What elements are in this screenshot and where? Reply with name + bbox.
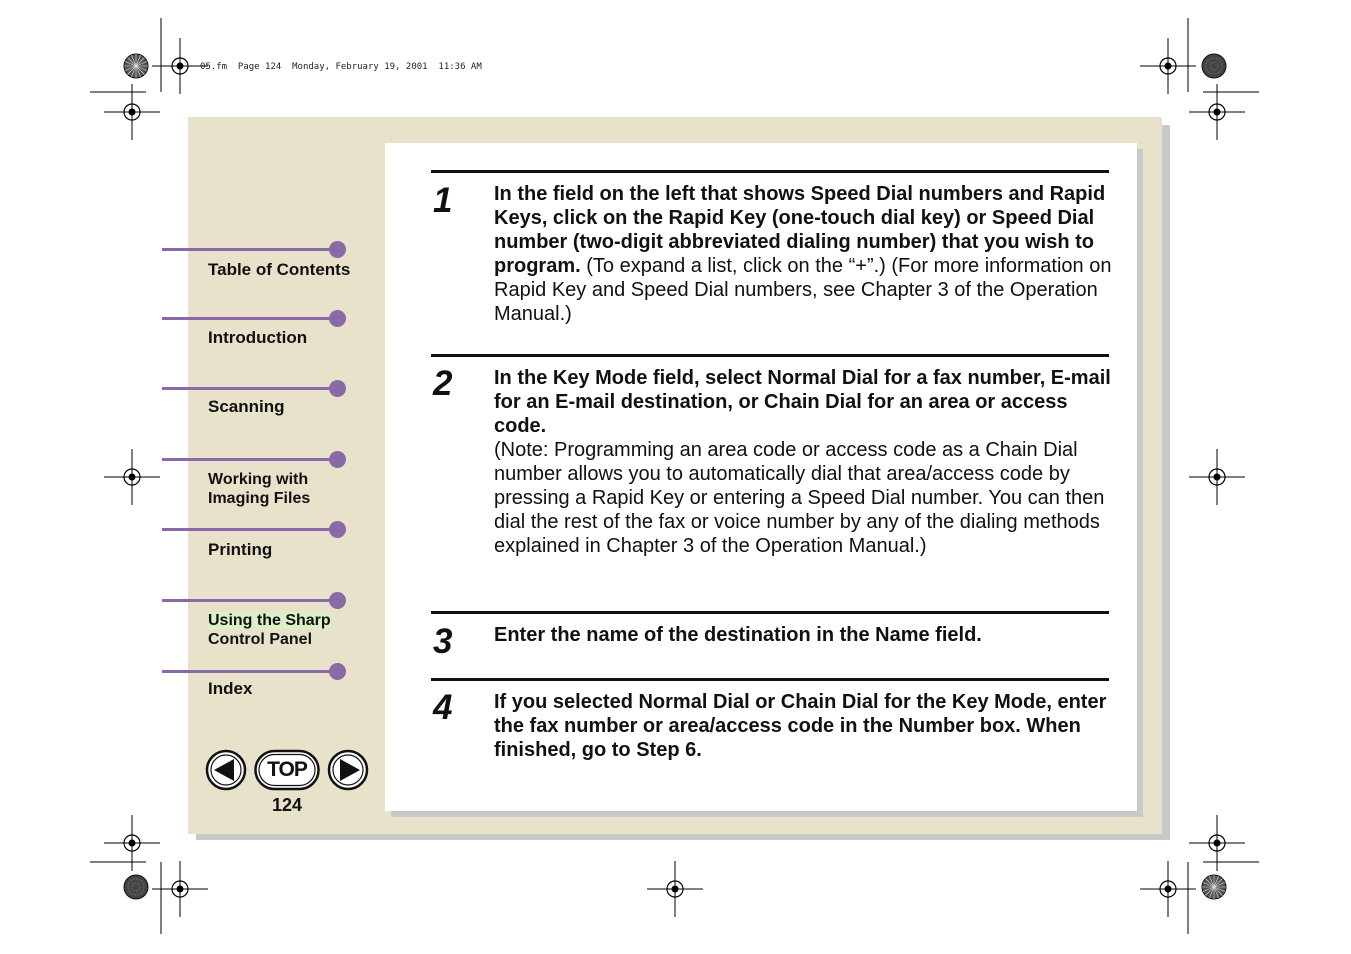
next-page-button[interactable]	[327, 749, 369, 791]
sidebar-item-using-the-sharp-control-panel[interactable]	[162, 592, 362, 652]
step-divider	[431, 678, 1109, 681]
step-text	[494, 366, 1114, 558]
nav-line	[162, 248, 332, 251]
step-instruction: Enter the name of the destination in the Name field.	[494, 624, 982, 646]
step-number: 3	[433, 622, 453, 661]
step-instruction: In the field on the left that shows Speed Dial numbers and Rapid Keys, click on the Rapid Key (one-touch dial key) or Speed Dial number (two-digit abbreviated dialing number) that you wish to program.	[494, 183, 1106, 277]
previous-page-button[interactable]	[205, 749, 247, 791]
sidebar-item-label: Table of Contents	[208, 260, 351, 279]
sidebar-item-index[interactable]	[162, 663, 362, 705]
sidebar-item-introduction[interactable]	[162, 310, 362, 352]
left-arrow-icon	[207, 751, 245, 789]
step-note: (To expand a list, click on the “+”.) (For more information on Rapid Key and Speed Dial numbers, see Chapter 3 of the Operation Manual.)	[494, 255, 1112, 325]
sidebar-item-label: Index	[208, 679, 253, 698]
step-text	[494, 182, 1114, 326]
nav-bullet-icon	[329, 663, 346, 680]
sidebar-item-label: Scanning	[208, 397, 285, 416]
step-instruction: If you selected Normal Dial or Chain Dial for the Key Mode, enter the fax number or area/access code in the Number box. When finished, go to Step 6.	[494, 691, 1107, 761]
nav-line	[162, 458, 332, 461]
sidebar-item-label: Printing	[208, 540, 273, 559]
sidebar-item-printing[interactable]	[162, 521, 362, 563]
sidebar-item-label: Introduction	[208, 328, 308, 347]
right-arrow-icon	[329, 751, 367, 789]
step-text	[494, 690, 1114, 762]
step-number: 4	[433, 688, 453, 727]
step-divider	[431, 354, 1109, 357]
step-text	[494, 623, 1114, 647]
top-button-label: TOP	[267, 758, 307, 781]
active-highlight: Using the Sharp	[208, 612, 331, 629]
sidebar-item-table-of-contents[interactable]	[162, 241, 362, 283]
sidebar-item-label-line2: Control Panel	[208, 631, 313, 648]
nav-line	[162, 317, 332, 320]
step-instruction: In the Key Mode field, select Normal Dial for a fax number, E-mail for an E-mail destination, or Chain Dial for an area or access code.	[494, 367, 1111, 437]
step-divider	[431, 170, 1109, 173]
step-divider	[431, 611, 1109, 614]
nav-bullet-icon	[329, 241, 346, 258]
print-header: 05.fm Page 124 Monday, February 19, 2001 11:36 AM	[200, 62, 482, 72]
nav-line	[162, 387, 332, 390]
nav-bullet-icon	[329, 592, 346, 609]
sidebar-item-label-line1	[208, 611, 331, 630]
page-number: 124	[271, 795, 303, 815]
nav-bullet-icon	[329, 521, 346, 538]
step-note: (Note: Programming an area code or access code as a Chain Dial number allows you to automatically dial that area/access code by pressing a Rapid Key or entering a Speed Dial number. You can then dial the rest of the fax or voice number by any of the dialing methods explained in Chapter 3 of the Operation Manual.)	[494, 439, 1105, 557]
step-number: 1	[433, 181, 453, 220]
nav-bullet-icon	[329, 380, 346, 397]
sidebar-item-scanning[interactable]	[162, 380, 362, 422]
nav-bullet-icon	[329, 451, 346, 468]
top-button[interactable]	[254, 749, 320, 791]
nav-line	[162, 670, 332, 673]
sidebar-item-working-with-imaging-files[interactable]	[162, 451, 362, 511]
nav-line	[162, 599, 332, 602]
nav-line	[162, 528, 332, 531]
nav-bullet-icon	[329, 310, 346, 327]
step-number: 2	[433, 364, 453, 403]
sidebar-item-label-line2: Imaging Files	[208, 490, 311, 507]
sidebar-item-label-line1: Working with	[208, 471, 309, 488]
